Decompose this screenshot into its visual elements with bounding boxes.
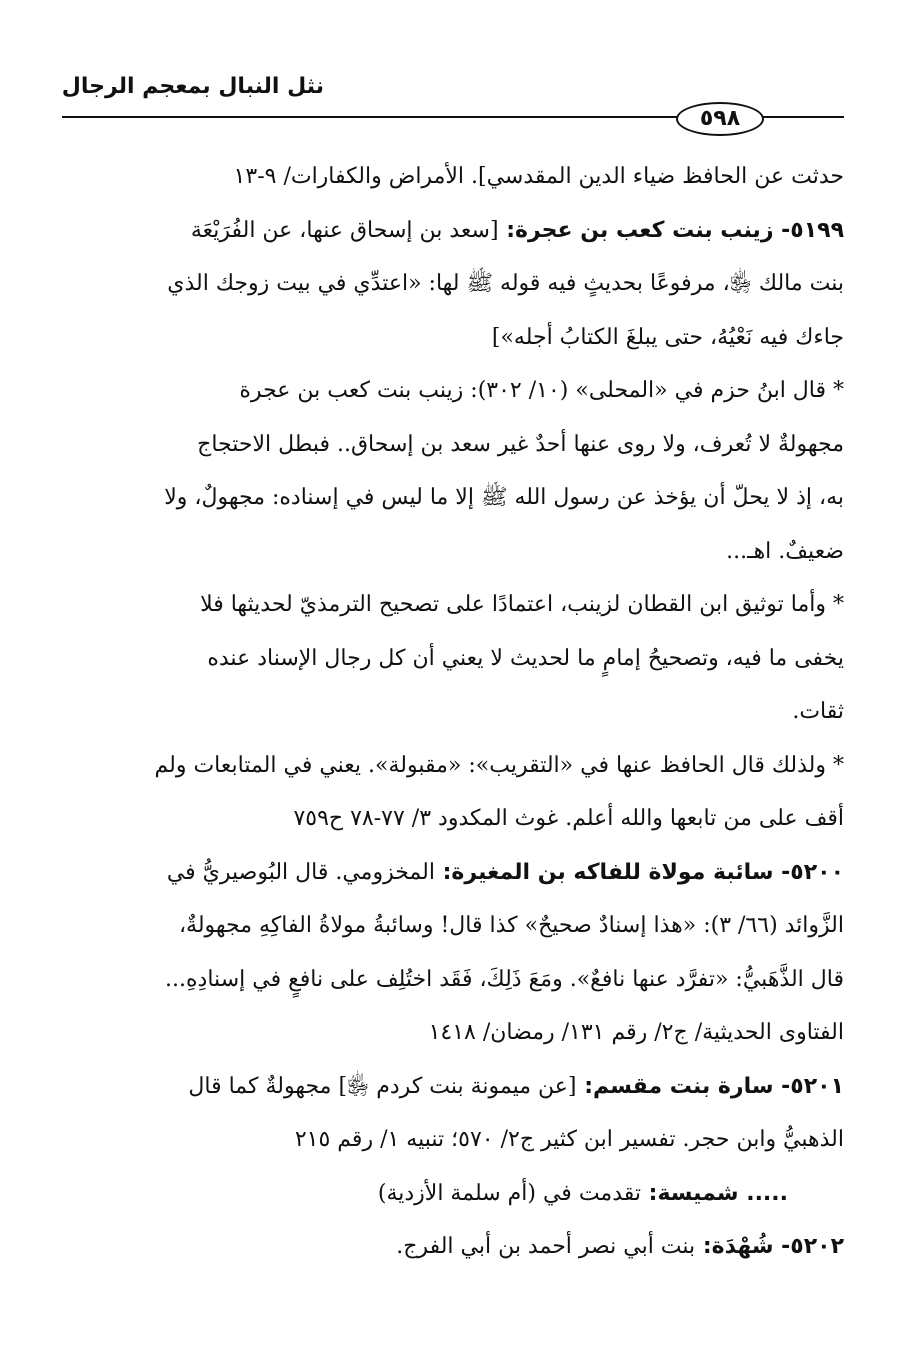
text-line-4: جاءك فيه نَعْيُهُ، حتى يبلغَ الكتابُ أجله»] (491, 324, 844, 350)
entry-name: ..... شميسة: (641, 1180, 788, 1206)
text-line-8: ضعيفٌ. اهـ... (726, 538, 844, 564)
text-line-12: * ولذلك قال الحافظ عنها في «التقريب»: «مقبولة». يعني في المتابعات ولم (154, 752, 844, 778)
text-line-7: به، إذ لا يحلّ أن يؤخذ عن رسول الله ﷺ إلا ما ليس في إسناده: مجهولٌ، ولا (164, 485, 844, 510)
entry-name: ٥٢٠٠- سائبة مولاة للفاكه بن المغيرة: (434, 859, 844, 885)
entry-name: ٥٢٠١- سارة بنت مقسم: (576, 1073, 844, 1099)
text-line-6: مجهولةٌ لا تُعرف، ولا روى عنها أحدٌ غير سعد بن إسحاق.. فبطل الاحتجاج (197, 431, 844, 457)
text-line-10: يخفى ما فيه، وتصحيحُ إمامٍ ما لحديث لا يعني أن كل رجال الإسناد عنده (207, 645, 844, 671)
entry-5202-heading-line: ٥٢٠٢- شُهْدَة: بنت أبي نصر أحمد بن أبي الفرج. (396, 1234, 844, 1259)
text-line-5: * قال ابنُ حزم في «المحلى» (١٠/ ٣٠٢): زينب بنت كعب بن عجرة (239, 378, 844, 403)
entry-name: ٥٢٠٢- شُهْدَة: (695, 1234, 844, 1259)
text-line-11: ثقات. (792, 699, 844, 724)
text-line-15: الزَّوائد (٦٦/ ٣): «هذا إسنادٌ صحيحٌ» كذا قال! وسائبةُ مولاةُ الفاكِهِ مجهولةٌ، (178, 913, 844, 938)
cross-reference-line: ..... شميسة: تقدمت في (أم سلمة الأزدية) (377, 1180, 788, 1206)
text-line-19: الذهبيُّ وابن حجر. تفسير ابن كثير ج٢/ ٥٧٠؛ تنبيه ١/ رقم ٢١٥ (294, 1127, 844, 1152)
text-line-17: الفتاوى الحديثية/ ج٢/ رقم ١٣١/ رمضان/ ١٤١٨ (428, 1020, 844, 1045)
text-line-9: * وأما توثيق ابن القطان لزينب، اعتمادًا على تصحيح الترمذيّ لحديثها فلا (200, 592, 844, 617)
entry-5199-heading-line: ٥١٩٩- زينب بنت كعب بن عجرة: [سعد بن إسحاق عنها، عن الفُرَيْعَة (190, 217, 844, 243)
text-line-1: حدثت عن الحافظ ضياء الدين المقدسي]. الأمراض والكفارات/ ٩-١٣ (233, 164, 844, 189)
text-line-3: بنت مالك ﵂، مرفوعًا بحديثٍ فيه قوله ﷺ لها: «اعتدِّي في بيت زوجك الذي (167, 271, 844, 296)
text-line-13: أقف على من تابعها والله أعلم. غوث المكدود ٣/ ٧٧-٧٨ ح٧٥٩ (293, 806, 844, 831)
entry-5201-heading-line: ٥٢٠١- سارة بنت مقسم: [عن ميمونة بنت كردم ﵂] مجهولةٌ كما قال (188, 1073, 844, 1099)
entry-5200-heading-line: ٥٢٠٠- سائبة مولاة للفاكه بن المغيرة: المخزومي. قال البُوصيريُّ في (166, 859, 844, 885)
entry-name: ٥١٩٩- زينب بنت كعب بن عجرة: (498, 217, 844, 243)
page-body-text (74, 150, 844, 1274)
page-number-oval: ٥٩٨ (676, 102, 764, 136)
text-line-16: قال الذَّهَبيُّ: «تفرَّد عنها نافعٌ». ومَعَ ذَلِكَ، فَقَد اختُلِف على نافعٍ في إسنادِهِ... (165, 966, 844, 992)
running-header-title: نثل النبال بمعجم الرجال (61, 74, 324, 99)
